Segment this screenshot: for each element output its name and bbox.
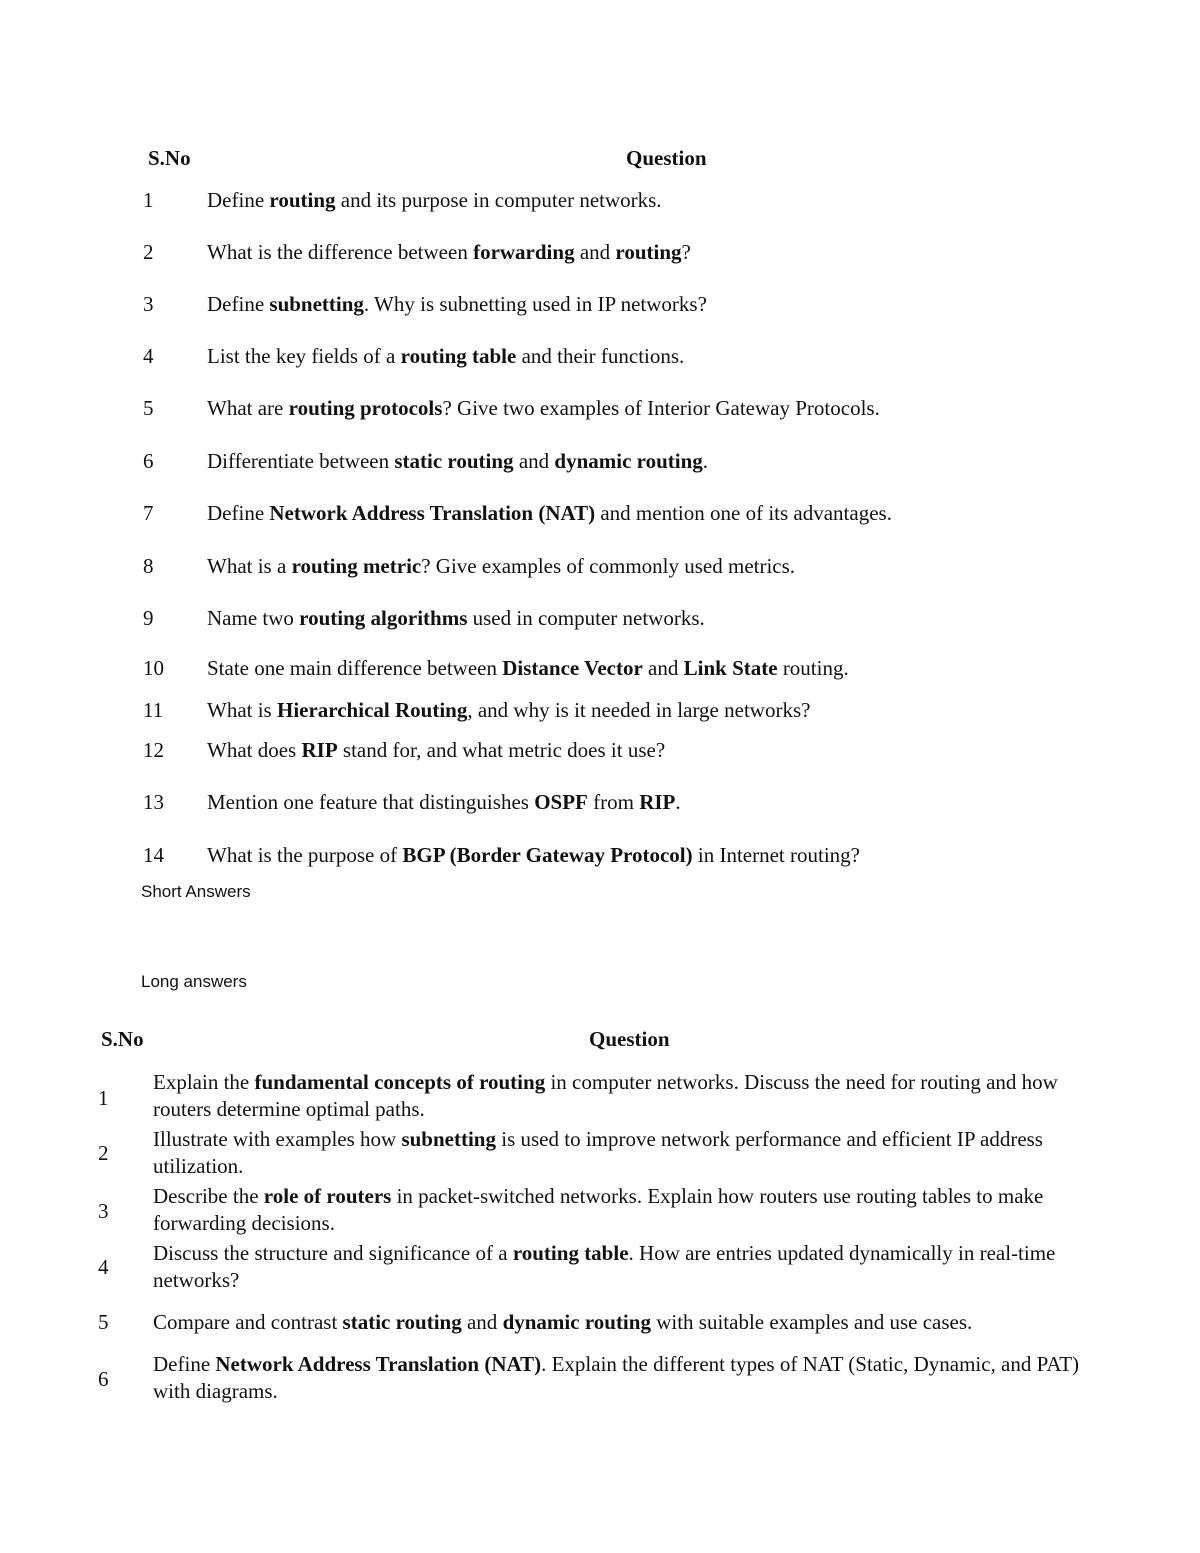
question-text-segment: and its purpose in computer networks. bbox=[335, 188, 662, 212]
bold-term: role of routers bbox=[263, 1184, 392, 1208]
bold-term: Link State bbox=[683, 656, 778, 680]
long-answers-label: Long answers bbox=[141, 972, 247, 991]
question-number: 10 bbox=[143, 656, 164, 680]
question-number: 3 bbox=[98, 1199, 109, 1223]
question-text-segment: Describe the bbox=[153, 1184, 264, 1208]
question-text-segment: stand for, and what metric does it use? bbox=[337, 738, 666, 762]
question-text-segment: and mention one of its advantages. bbox=[595, 501, 892, 525]
question-text-segment: Discuss the structure and significance of a bbox=[153, 1241, 513, 1265]
question-text-segment: used in computer networks. bbox=[467, 606, 705, 630]
question-text-segment: What is the purpose of bbox=[207, 843, 403, 867]
question-text-segment: What are bbox=[207, 396, 289, 420]
question-text-segment: Explain the bbox=[153, 1070, 255, 1094]
question-text bbox=[207, 605, 705, 631]
short-question-row bbox=[143, 842, 1143, 870]
short-question-row bbox=[143, 291, 1143, 319]
bold-term: subnetting bbox=[401, 1127, 496, 1151]
short-question-row bbox=[143, 697, 1143, 725]
bold-term: fundamental concepts of routing bbox=[254, 1070, 546, 1094]
question-text-segment: is used to improve network performance and efficient IP address utilization. bbox=[153, 1127, 1043, 1178]
question-text bbox=[153, 1069, 1113, 1123]
question-text-segment: Name two bbox=[207, 606, 300, 630]
question-text-segment: ? Give two examples of Interior Gateway Protocols. bbox=[442, 396, 880, 420]
question-number: 7 bbox=[143, 501, 154, 525]
question-text-segment: from bbox=[587, 790, 640, 814]
question-text bbox=[153, 1240, 1113, 1294]
question-text bbox=[153, 1126, 1113, 1180]
question-text-segment: and bbox=[574, 240, 616, 264]
short-question-row bbox=[143, 655, 1143, 683]
short-question-row bbox=[143, 343, 1143, 371]
short-question-row bbox=[143, 448, 1143, 476]
bold-term: forwarding bbox=[473, 240, 575, 264]
question-text-segment: . Why is subnetting used in IP networks? bbox=[363, 292, 707, 316]
question-text bbox=[207, 697, 810, 723]
question-text-segment: What does bbox=[207, 738, 302, 762]
short-question-row bbox=[143, 395, 1143, 423]
question-number: 2 bbox=[143, 240, 154, 264]
bold-term: routing protocols bbox=[288, 396, 443, 420]
question-text-segment: and bbox=[642, 656, 684, 680]
question-text-segment: List the key fields of a bbox=[207, 344, 401, 368]
bold-term: Network Address Translation (NAT) bbox=[269, 501, 596, 525]
question-text-segment: . Explain the different types of NAT (Static, Dynamic, and PAT) with diagrams. bbox=[153, 1352, 1080, 1403]
bold-term: RIP bbox=[639, 790, 676, 814]
question-number: 12 bbox=[143, 738, 164, 762]
bold-term: routing bbox=[269, 188, 336, 212]
long-table-question-header: Question bbox=[589, 1027, 670, 1051]
question-text-segment: ? bbox=[681, 240, 691, 264]
question-text-segment: . bbox=[702, 449, 709, 473]
bold-term: routing algorithms bbox=[299, 606, 468, 630]
bold-term: routing metric bbox=[291, 554, 422, 578]
bold-term: subnetting bbox=[269, 292, 364, 316]
question-number: 14 bbox=[143, 843, 164, 867]
bold-term: Hierarchical Routing bbox=[276, 698, 468, 722]
question-number: 6 bbox=[143, 449, 154, 473]
question-number: 1 bbox=[143, 188, 154, 212]
bold-term: BGP (Border Gateway Protocol) bbox=[402, 843, 693, 867]
question-text-segment: . bbox=[675, 790, 681, 814]
question-text bbox=[207, 553, 795, 579]
question-text-segment: Illustrate with examples how bbox=[153, 1127, 402, 1151]
bold-term: dynamic routing bbox=[554, 449, 703, 473]
short-question-row bbox=[143, 737, 1143, 765]
question-text bbox=[207, 842, 860, 868]
question-text bbox=[207, 395, 880, 421]
question-number: 1 bbox=[98, 1086, 109, 1110]
question-number: 11 bbox=[143, 698, 164, 722]
question-text-segment: Compare and contrast bbox=[153, 1310, 343, 1334]
question-text bbox=[207, 291, 707, 317]
question-text-segment: Define bbox=[207, 188, 270, 212]
question-number: 9 bbox=[143, 606, 154, 630]
short-question-row bbox=[143, 605, 1143, 633]
question-number: 13 bbox=[143, 790, 164, 814]
question-text-segment: What is bbox=[207, 698, 277, 722]
question-text bbox=[207, 187, 662, 213]
question-text-segment: What is a bbox=[207, 554, 292, 578]
bold-term: routing table bbox=[400, 344, 517, 368]
bold-term: routing bbox=[615, 240, 682, 264]
question-number: 5 bbox=[143, 396, 154, 420]
question-number: 3 bbox=[143, 292, 154, 316]
question-text-segment: , and why is it needed in large networks? bbox=[467, 698, 811, 722]
question-number: 8 bbox=[143, 554, 154, 578]
question-text-segment: Differentiate between bbox=[207, 449, 395, 473]
short-question-row bbox=[143, 553, 1143, 581]
question-text bbox=[207, 737, 665, 763]
question-text-segment: Mention one feature that distinguishes bbox=[207, 790, 535, 814]
bold-term: static routing bbox=[394, 449, 514, 473]
bold-term: dynamic routing bbox=[502, 1310, 651, 1334]
question-text-segment: with suitable examples and use cases. bbox=[650, 1310, 973, 1334]
short-question-row bbox=[143, 187, 1143, 215]
question-text-segment: routing. bbox=[777, 656, 849, 680]
question-text-segment: and their functions. bbox=[516, 344, 685, 368]
question-text bbox=[207, 343, 684, 369]
question-text bbox=[207, 789, 681, 815]
question-text-segment: ? Give examples of commonly used metrics. bbox=[421, 554, 796, 578]
short-table-question-header: Question bbox=[626, 146, 707, 170]
bold-term: static routing bbox=[342, 1310, 462, 1334]
question-text-segment: What is the difference between bbox=[207, 240, 474, 264]
question-text bbox=[207, 448, 708, 474]
bold-term: RIP bbox=[301, 738, 338, 762]
question-text-segment: Define bbox=[207, 292, 270, 316]
question-number: 5 bbox=[98, 1310, 109, 1334]
question-number: 4 bbox=[98, 1255, 109, 1279]
question-text-segment: in packet-switched networks. Explain how routers use routing tables to make forwarding decisions. bbox=[153, 1184, 1044, 1235]
bold-term: routing table bbox=[512, 1241, 629, 1265]
question-number: 2 bbox=[98, 1141, 109, 1165]
short-answers-label: Short Answers bbox=[141, 882, 251, 901]
question-number: 6 bbox=[98, 1367, 109, 1391]
short-table-sno-header: S.No bbox=[148, 146, 191, 170]
question-text-segment: in computer networks. Discuss the need for routing and how routers determine optimal paths. bbox=[153, 1070, 1058, 1121]
short-question-row bbox=[143, 789, 1143, 817]
question-text-segment: . How are entries updated dynamically in real-time networks? bbox=[153, 1241, 1056, 1292]
short-question-row bbox=[143, 239, 1143, 267]
question-text bbox=[207, 500, 892, 526]
question-text bbox=[207, 655, 849, 681]
long-table-sno-header: S.No bbox=[101, 1027, 144, 1051]
bold-term: Network Address Translation (NAT) bbox=[215, 1352, 542, 1376]
question-text-segment: State one main difference between bbox=[207, 656, 503, 680]
question-text-segment: Define bbox=[207, 501, 270, 525]
question-text-segment: in Internet routing? bbox=[692, 843, 860, 867]
question-text bbox=[153, 1183, 1113, 1237]
short-question-row bbox=[143, 500, 1143, 528]
question-number: 4 bbox=[143, 344, 154, 368]
bold-term: Distance Vector bbox=[502, 656, 643, 680]
question-text-segment: and bbox=[513, 449, 555, 473]
question-text-segment: Define bbox=[153, 1352, 216, 1376]
question-text bbox=[153, 1351, 1113, 1405]
bold-term: OSPF bbox=[534, 790, 588, 814]
question-text bbox=[153, 1309, 1113, 1336]
question-text-segment: and bbox=[461, 1310, 503, 1334]
question-text bbox=[207, 239, 691, 265]
